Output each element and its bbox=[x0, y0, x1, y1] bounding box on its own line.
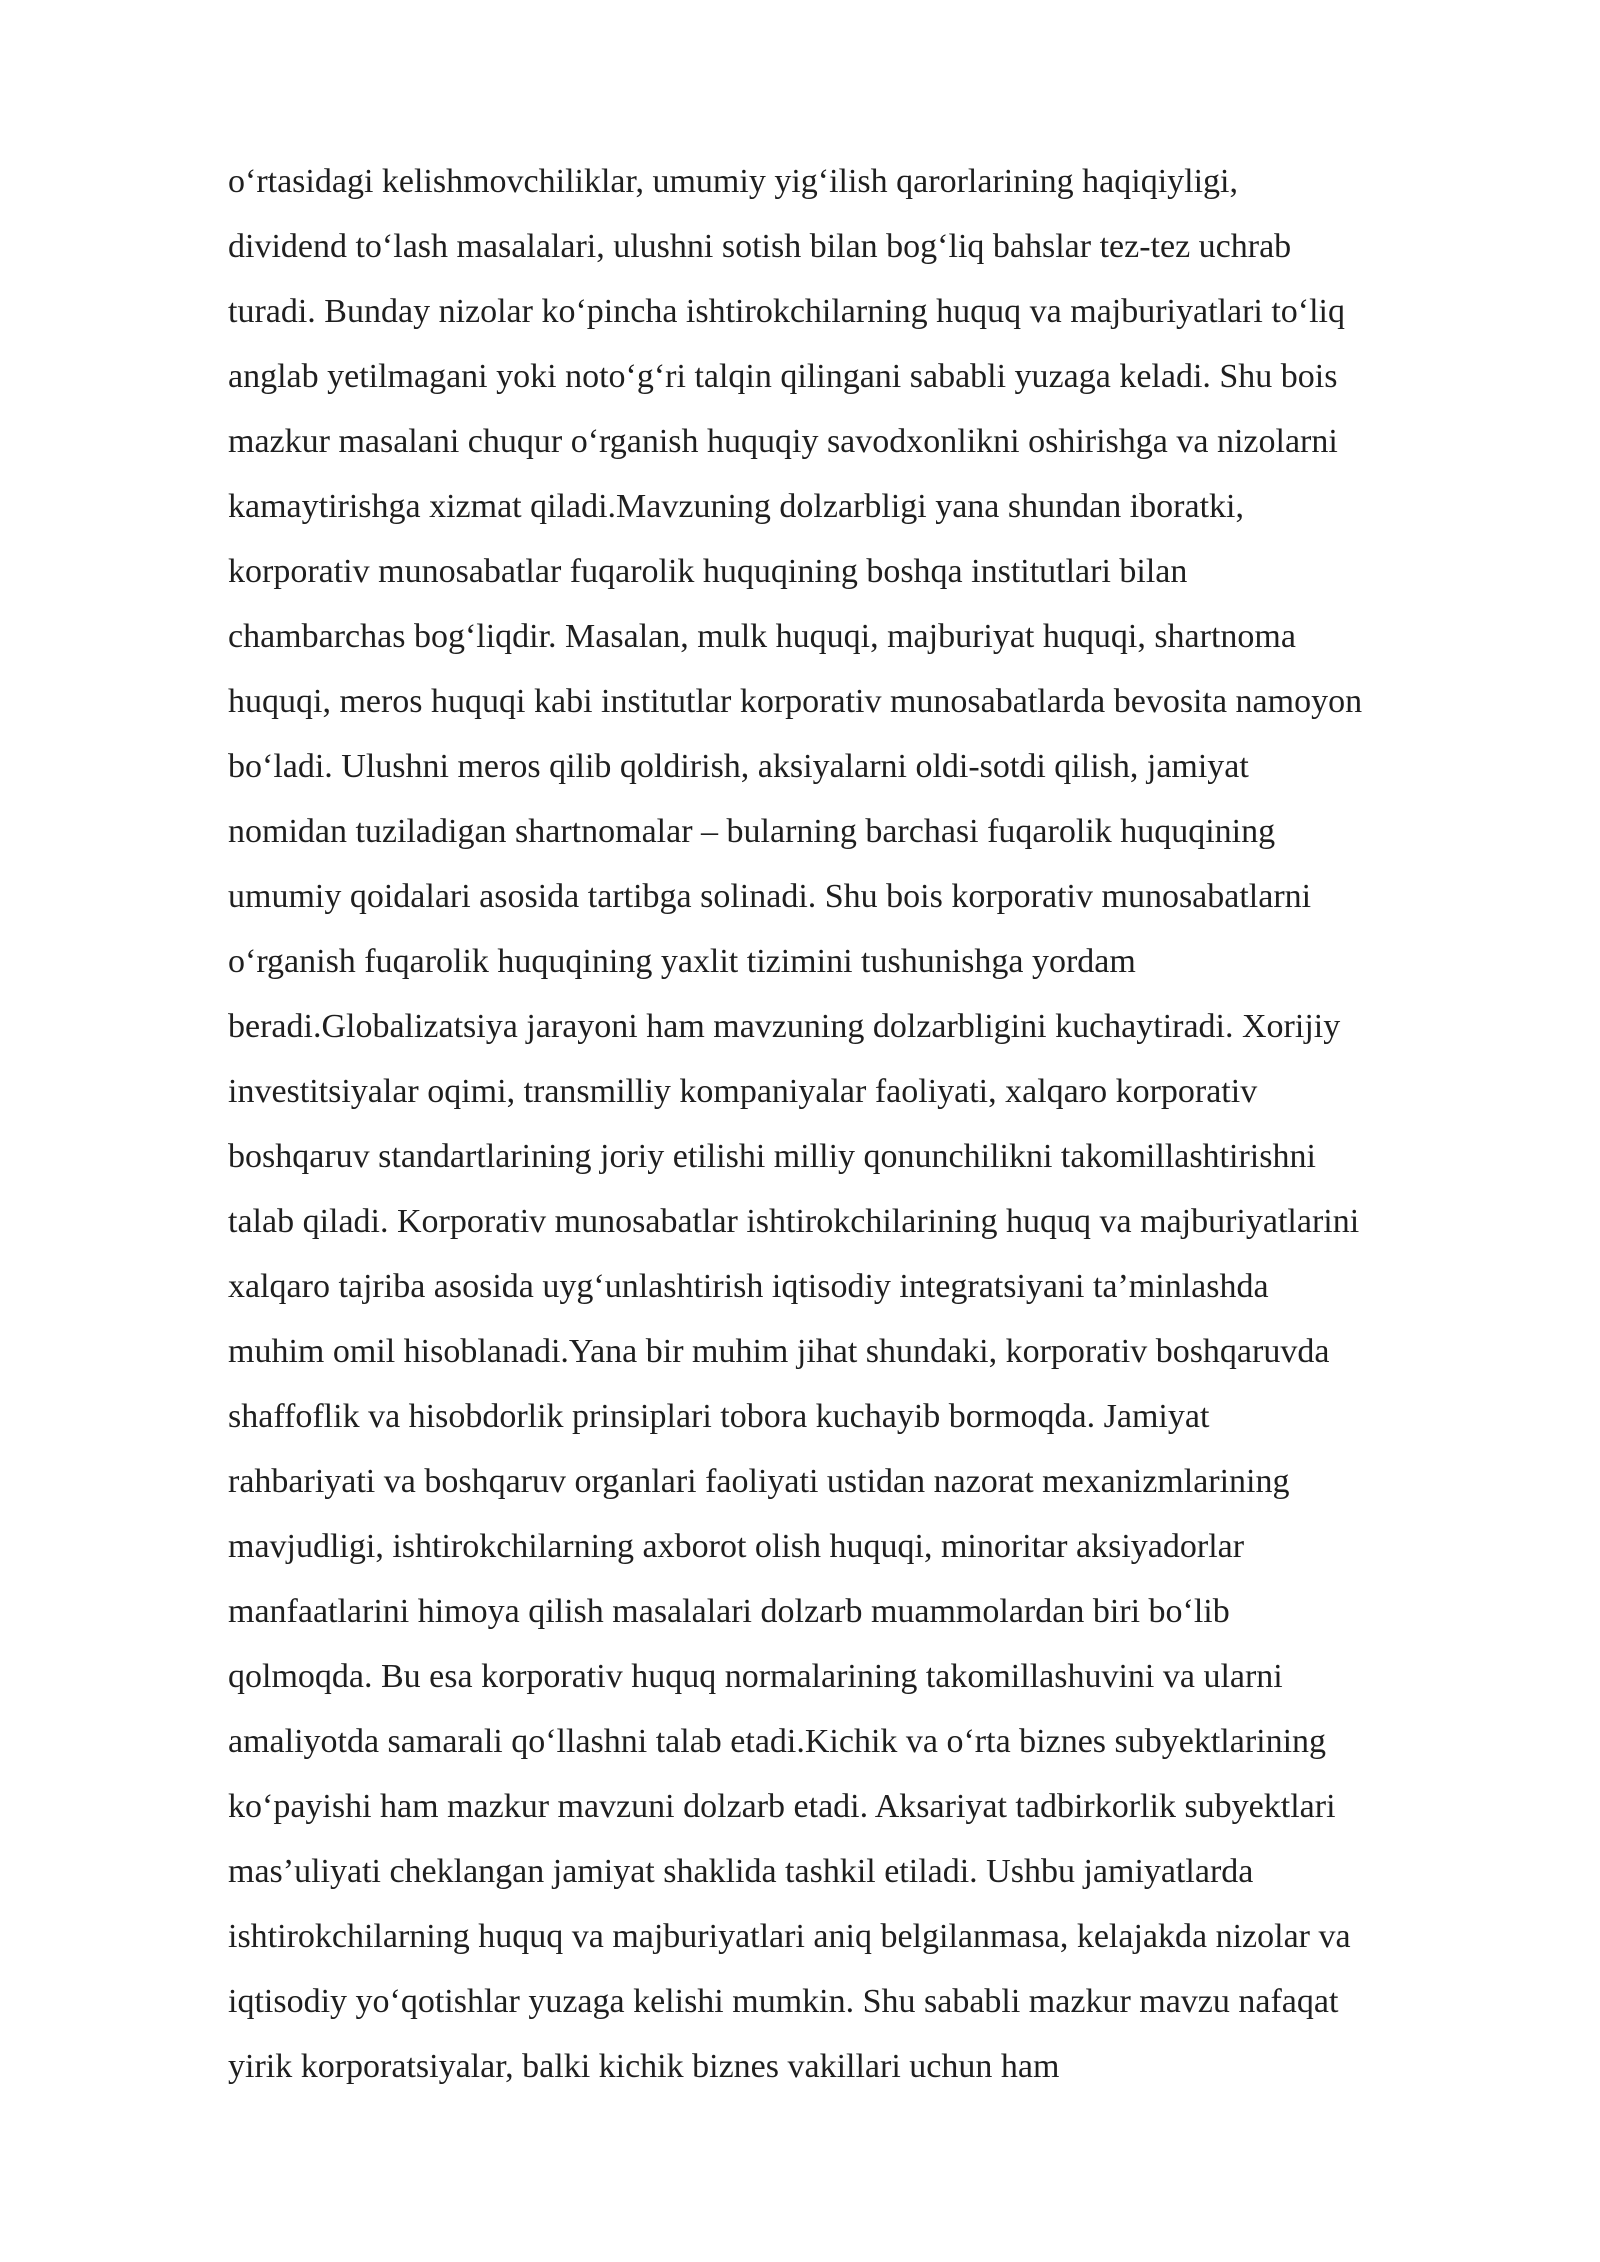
text-line: dividend to‘lash masalalari, ulushni sotish bilan bog‘liq bahslar tez-tez uchrab bbox=[228, 228, 1292, 265]
text-line: amaliyotda samarali qo‘llashni talab etadi.Kichik va o‘rta biznes subyektlarining bbox=[228, 1723, 1327, 1760]
text-line: anglab yetilmagani yoki noto‘g‘ri talqin qilingani sababli yuzaga keladi. Shu bois bbox=[228, 358, 1338, 395]
text-line: turadi. Bunday nizolar ko‘pincha ishtirokchilarning huquq va majburiyatlari to‘liq bbox=[228, 293, 1346, 330]
text-line: umumiy qoidalari asosida tartibga solinadi. Shu bois korporativ munosabatlarni bbox=[228, 878, 1312, 915]
text-line: o‘rtasidagi kelishmovchiliklar, umumiy yig‘ilish qarorlarining haqiqiyligi, bbox=[228, 163, 1238, 200]
text-line: investitsiyalar oqimi, transmilliy kompaniyalar faoliyati, xalqaro korporativ bbox=[228, 1073, 1258, 1110]
text-line: kamaytirishga xizmat qiladi.Mavzuning dolzarbligi yana shundan iboratki, bbox=[228, 488, 1244, 525]
text-line: xalqaro tajriba asosida uyg‘unlashtirish iqtisodiy integratsiyani ta’minlashda bbox=[228, 1268, 1269, 1305]
text-line: ishtirokchilarning huquq va majburiyatlari aniq belgilanmasa, kelajakda nizolar va bbox=[228, 1918, 1351, 1955]
text-line: mazkur masalani chuqur o‘rganish huquqiy savodxonlikni oshirishga va nizolarni bbox=[228, 423, 1338, 460]
text-line: yirik korporatsiyalar, balki kichik biznes vakillari uchun ham bbox=[228, 2048, 1060, 2085]
text-line: rahbariyati va boshqaruv organlari faoliyati ustidan nazorat mexanizmlarining bbox=[228, 1463, 1290, 1500]
text-line: nomidan tuziladigan shartnomalar – bularning barchasi fuqarolik huquqining bbox=[228, 813, 1276, 850]
text-line: beradi.Globalizatsiya jarayoni ham mavzuning dolzarbligini kuchaytiradi. Xorijiy bbox=[228, 1008, 1341, 1045]
text-line: korporativ munosabatlar fuqarolik huquqining boshqa institutlari bilan bbox=[228, 553, 1188, 590]
text-line: talab qiladi. Korporativ munosabatlar ishtirokchilarining huquq va majburiyatlarini bbox=[228, 1203, 1360, 1240]
text-line: chambarchas bog‘liqdir. Masalan, mulk huquqi, majburiyat huquqi, shartnoma bbox=[228, 618, 1296, 655]
text-line: mas’uliyati cheklangan jamiyat shaklida tashkil etiladi. Ushbu jamiyatlarda bbox=[228, 1853, 1254, 1890]
text-line: bo‘ladi. Ulushni meros qilib qoldirish, aksiyalarni oldi-sotdi qilish, jamiyat bbox=[228, 748, 1249, 785]
text-line: iqtisodiy yo‘qotishlar yuzaga kelishi mumkin. Shu sababli mazkur mavzu nafaqat bbox=[228, 1983, 1339, 2020]
text-line: muhim omil hisoblanadi.Yana bir muhim jihat shundaki, korporativ boshqaruvda bbox=[228, 1333, 1330, 1370]
text-line: manfaatlarini himoya qilish masalalari dolzarb muammolardan biri bo‘lib bbox=[228, 1593, 1230, 1630]
text-line: o‘rganish fuqarolik huquqining yaxlit tizimini tushunishga yordam bbox=[228, 943, 1136, 980]
text-line: mavjudligi, ishtirokchilarning axborot olish huquqi, minoritar aksiyadorlar bbox=[228, 1528, 1245, 1565]
body-text bbox=[228, 149, 1518, 2099]
text-line: ko‘payishi ham mazkur mavzuni dolzarb etadi. Aksariyat tadbirkorlik subyektlari bbox=[228, 1788, 1336, 1825]
text-line: shaffoflik va hisobdorlik prinsiplari tobora kuchayib bormoqda. Jamiyat bbox=[228, 1398, 1210, 1435]
text-line: huquqi, meros huquqi kabi institutlar korporativ munosabatlarda bevosita namoyon bbox=[228, 683, 1363, 720]
text-line: qolmoqda. Bu esa korporativ huquq normalarining takomillashuvini va ularni bbox=[228, 1658, 1283, 1695]
text-line: boshqaruv standartlarining joriy etilishi milliy qonunchilikni takomillashtirishni bbox=[228, 1138, 1316, 1175]
